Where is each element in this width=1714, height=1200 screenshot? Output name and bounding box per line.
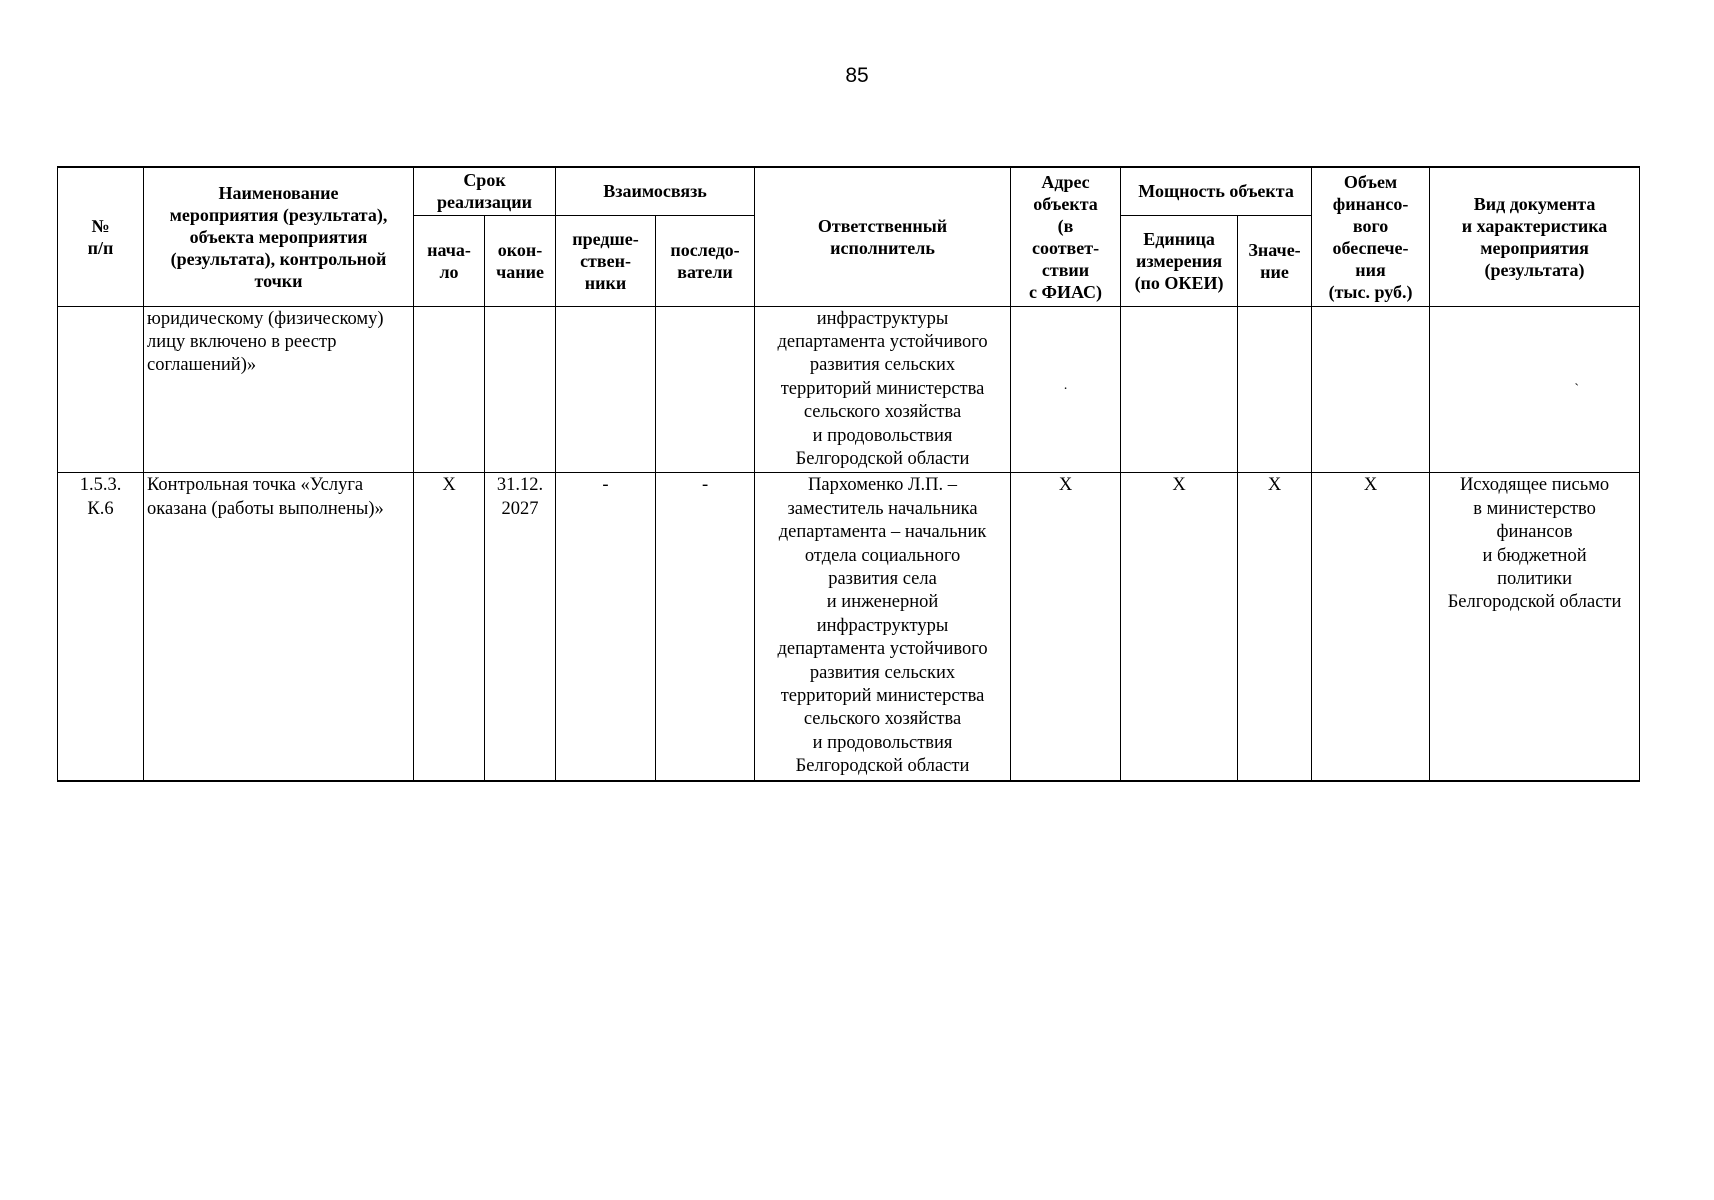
cell-prev bbox=[556, 306, 656, 473]
cell-end: 31.12. 2027 bbox=[485, 473, 556, 781]
cell-address: X bbox=[1011, 473, 1121, 781]
table-row bbox=[58, 306, 1640, 473]
cell-value: X bbox=[1238, 473, 1312, 781]
cell-start: X bbox=[414, 473, 485, 781]
plan-table bbox=[57, 166, 1640, 782]
cell-unit: X bbox=[1121, 473, 1238, 781]
cell-num: 1.5.3. К.6 bbox=[58, 473, 144, 781]
stray-dot-mark: · bbox=[1063, 382, 1068, 398]
header-term-start: нача- ло bbox=[414, 215, 485, 306]
cell-address bbox=[1011, 306, 1121, 473]
cell-num bbox=[58, 306, 144, 473]
cell-name: юридическому (физическому) лицу включено в реестр соглашений)» bbox=[144, 306, 414, 473]
header-address: Адрес объекта (в соответ- ствии с ФИАС) bbox=[1011, 167, 1121, 306]
cell-doc bbox=[1430, 306, 1640, 473]
cell-name: Контрольная точка «Услуга оказана (работы выполнены)» bbox=[144, 473, 414, 781]
table-row bbox=[58, 473, 1640, 781]
page-number: 85 bbox=[845, 64, 869, 87]
header-term-end: окон- чание bbox=[485, 215, 556, 306]
header-name: Наименование мероприятия (результата), объекта мероприятия (результата), контрольной точки bbox=[144, 167, 414, 306]
cell-end bbox=[485, 306, 556, 473]
header-relation-prev: предше- ствен- ники bbox=[556, 215, 656, 306]
header-capacity: Мощность объекта bbox=[1121, 167, 1312, 215]
header-capacity-value: Значе- ние bbox=[1238, 215, 1312, 306]
cell-next: - bbox=[656, 473, 755, 781]
header-capacity-unit: Единица измерения (по ОКЕИ) bbox=[1121, 215, 1238, 306]
cell-start bbox=[414, 306, 485, 473]
stray-tick-mark: ` bbox=[1574, 382, 1580, 398]
header-relation: Взаимосвязь bbox=[556, 167, 755, 215]
cell-prev: - bbox=[556, 473, 656, 781]
header-relation-next: последо- ватели bbox=[656, 215, 755, 306]
cell-unit bbox=[1121, 306, 1238, 473]
cell-executor: Пархоменко Л.П. – заместитель начальника департамента – начальник отдела социального развития села и инженерной инфраструктуры департамента устойчивого развития сельских территорий министерства сельского хозяйства и продовольствия Белгородской области bbox=[755, 473, 1011, 781]
header-num: № п/п bbox=[58, 167, 144, 306]
cell-executor: инфраструктуры департамента устойчивого развития сельских территорий министерства сельского хозяйства и продовольствия Белгородской области bbox=[755, 306, 1011, 473]
cell-financing bbox=[1312, 306, 1430, 473]
cell-doc: Исходящее письмо в министерство финансов и бюджетной политики Белгородской области bbox=[1430, 473, 1640, 781]
cell-value bbox=[1238, 306, 1312, 473]
cell-financing: X bbox=[1312, 473, 1430, 781]
header-doc-type: Вид документа и характеристика мероприятия (результата) bbox=[1430, 167, 1640, 306]
cell-next bbox=[656, 306, 755, 473]
table-header bbox=[58, 167, 1640, 306]
header-term: Срок реализации bbox=[414, 167, 556, 215]
header-executor: Ответственный исполнитель bbox=[755, 167, 1011, 306]
header-financing: Объем финансо- вого обеспече- ния (тыс. руб.) bbox=[1312, 167, 1430, 306]
